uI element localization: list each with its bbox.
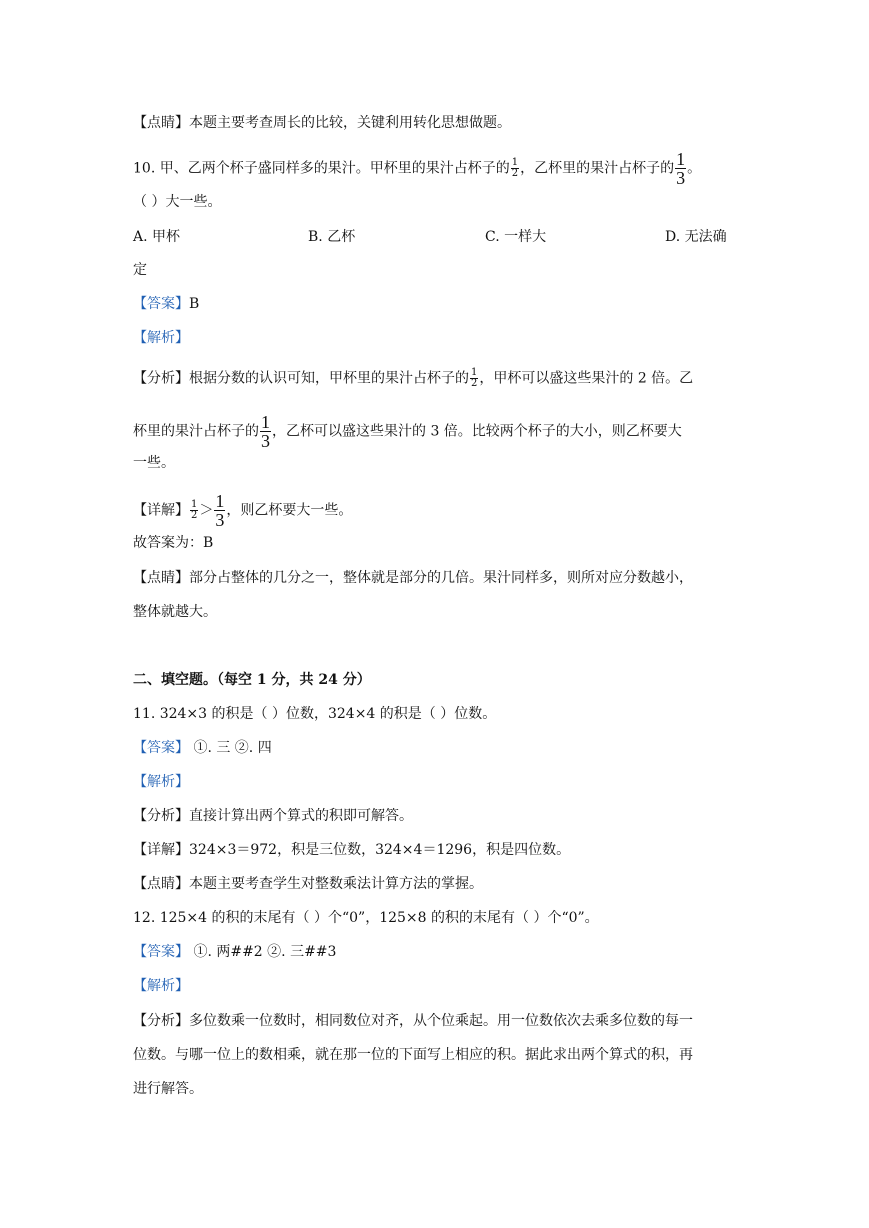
fenxi-text: 根据分数的认识可知，甲杯里的果汁占杯子的	[189, 370, 469, 387]
q11-stem: 11. 324×3 的积是（ ）位数，324×4 的积是（ ）位数。	[133, 706, 497, 722]
option-b: B. 乙杯	[308, 229, 356, 245]
answer-value: ①. 三 ②. 四	[189, 740, 272, 756]
frac-den: 3	[676, 168, 686, 188]
option-c: C. 一样大	[485, 229, 547, 245]
xiangjie-tag: 【详解】	[133, 842, 189, 858]
frac-den: 2	[191, 510, 198, 521]
frac-num: 1	[215, 491, 225, 511]
xiangjie-tag: 【详解】	[133, 502, 189, 519]
fraction-one-third	[675, 150, 686, 187]
q11-dianjing	[133, 874, 483, 894]
q10-stem	[133, 150, 701, 187]
q12-answer	[133, 942, 336, 962]
q12-fenxi-line1	[133, 1011, 693, 1031]
q10-answer	[133, 294, 199, 314]
dianjing-tag: 【点睛】	[133, 876, 189, 892]
fraction-one-half	[470, 368, 478, 389]
greater-than: ＞	[199, 502, 214, 519]
answer-tag: 【答案】	[133, 740, 189, 756]
q11-jiexi-tag: 【解析】	[133, 774, 189, 790]
section-title: 二、填空题。（每空 1 分，共 24 分）	[133, 672, 371, 688]
dianjing-text: 部分占整体的几分之一，整体就是部分的几倍。果汁同样多，则所对应分数越小，	[189, 570, 693, 586]
fraction-one-third	[260, 413, 271, 450]
q10-dianjing-line2: 整体就越大。	[133, 604, 217, 620]
option-a: A. 甲杯	[133, 229, 181, 245]
q9-dianjing	[133, 113, 511, 133]
option-d-wrap: 定	[133, 262, 147, 278]
frac-num: 1	[191, 499, 198, 510]
fenxi-text: 杯里的果汁占杯子的	[133, 423, 259, 440]
fenxi-text: ，甲杯可以盛这些果汁的 2 倍。乙	[479, 370, 694, 387]
dianjing-tag: 【点睛】	[133, 115, 189, 131]
q12-jiexi-tag: 【解析】	[133, 978, 189, 994]
fraction-one-third	[214, 492, 225, 529]
q10-jiexi-tag: 【解析】	[133, 330, 189, 346]
q10-stem-line2: （ ）大一些。	[133, 194, 222, 210]
q12-stem: 12. 125×4 的积的末尾有（ ）个“0”，125×8 的积的末尾有（ ）个“0”。	[133, 910, 599, 926]
q10-stem-part: ，乙杯里的果汁占杯子的	[520, 160, 675, 177]
xiangjie-text: 324×3＝972，积是三位数，324×4＝1296，积是四位数。	[189, 842, 571, 858]
q12-fenxi-line3: 进行解答。	[133, 1081, 203, 1097]
xiangjie-text: ，则乙杯要大一些。	[226, 502, 353, 519]
answer-value: ①. 两##2 ②. 三##3	[189, 944, 337, 960]
fenxi-text: 直接计算出两个算式的积即可解答。	[189, 808, 413, 824]
fraction-one-half	[190, 500, 198, 521]
frac-num: 1	[261, 412, 270, 432]
fenxi-text: 多位数乘一位数时，相同数位对齐，从个位乘起。用一位数依次去乘多位数的每一	[189, 1013, 693, 1029]
answer-value: B	[189, 296, 200, 312]
fenxi-tag: 【分析】	[133, 370, 189, 387]
frac-den: 2	[471, 378, 478, 389]
q12-fenxi-line2: 位数。与哪一位上的数相乘，就在那一位的下面写上相应的积。据此求出两个算式的积，再	[133, 1047, 693, 1063]
q10-fenxi-line1	[133, 368, 693, 389]
fenxi-tag: 【分析】	[133, 1013, 189, 1029]
option-d: D. 无法确	[665, 229, 727, 245]
q10-dianjing-line1	[133, 568, 693, 588]
q11-fenxi	[133, 806, 413, 826]
answer-tag: 【答案】	[133, 944, 189, 960]
dianjing-text: 本题主要考查周长的比较，关键利用转化思想做题。	[189, 115, 511, 131]
frac-num: 1	[676, 149, 686, 169]
q11-xiangjie	[133, 840, 570, 860]
frac-den: 2	[511, 168, 519, 179]
q10-stem-part: 。	[687, 160, 702, 177]
q10-final-answer: 故答案为：B	[133, 535, 214, 551]
answer-tag: 【答案】	[133, 296, 189, 312]
q10-xiangjie	[133, 492, 352, 529]
frac-den: 3	[215, 510, 225, 530]
dianjing-text: 本题主要考查学生对整数乘法计算方法的掌握。	[189, 876, 483, 892]
dianjing-tag: 【点睛】	[133, 570, 189, 586]
fraction-one-half	[511, 158, 519, 179]
fenxi-tag: 【分析】	[133, 808, 189, 824]
q10-stem-part: 10. 甲、乙两个杯子盛同样多的果汁。甲杯里的果汁占杯子的	[133, 160, 510, 177]
frac-num: 1	[471, 367, 478, 378]
q10-fenxi-line2	[133, 413, 682, 450]
frac-num: 1	[511, 157, 519, 168]
q10-fenxi-line3: 一些。	[133, 455, 175, 471]
q11-answer	[133, 738, 272, 758]
frac-den: 3	[261, 431, 270, 451]
fenxi-text: ，乙杯可以盛这些果汁的 3 倍。比较两个杯子的大小，则乙杯要大	[272, 423, 682, 440]
